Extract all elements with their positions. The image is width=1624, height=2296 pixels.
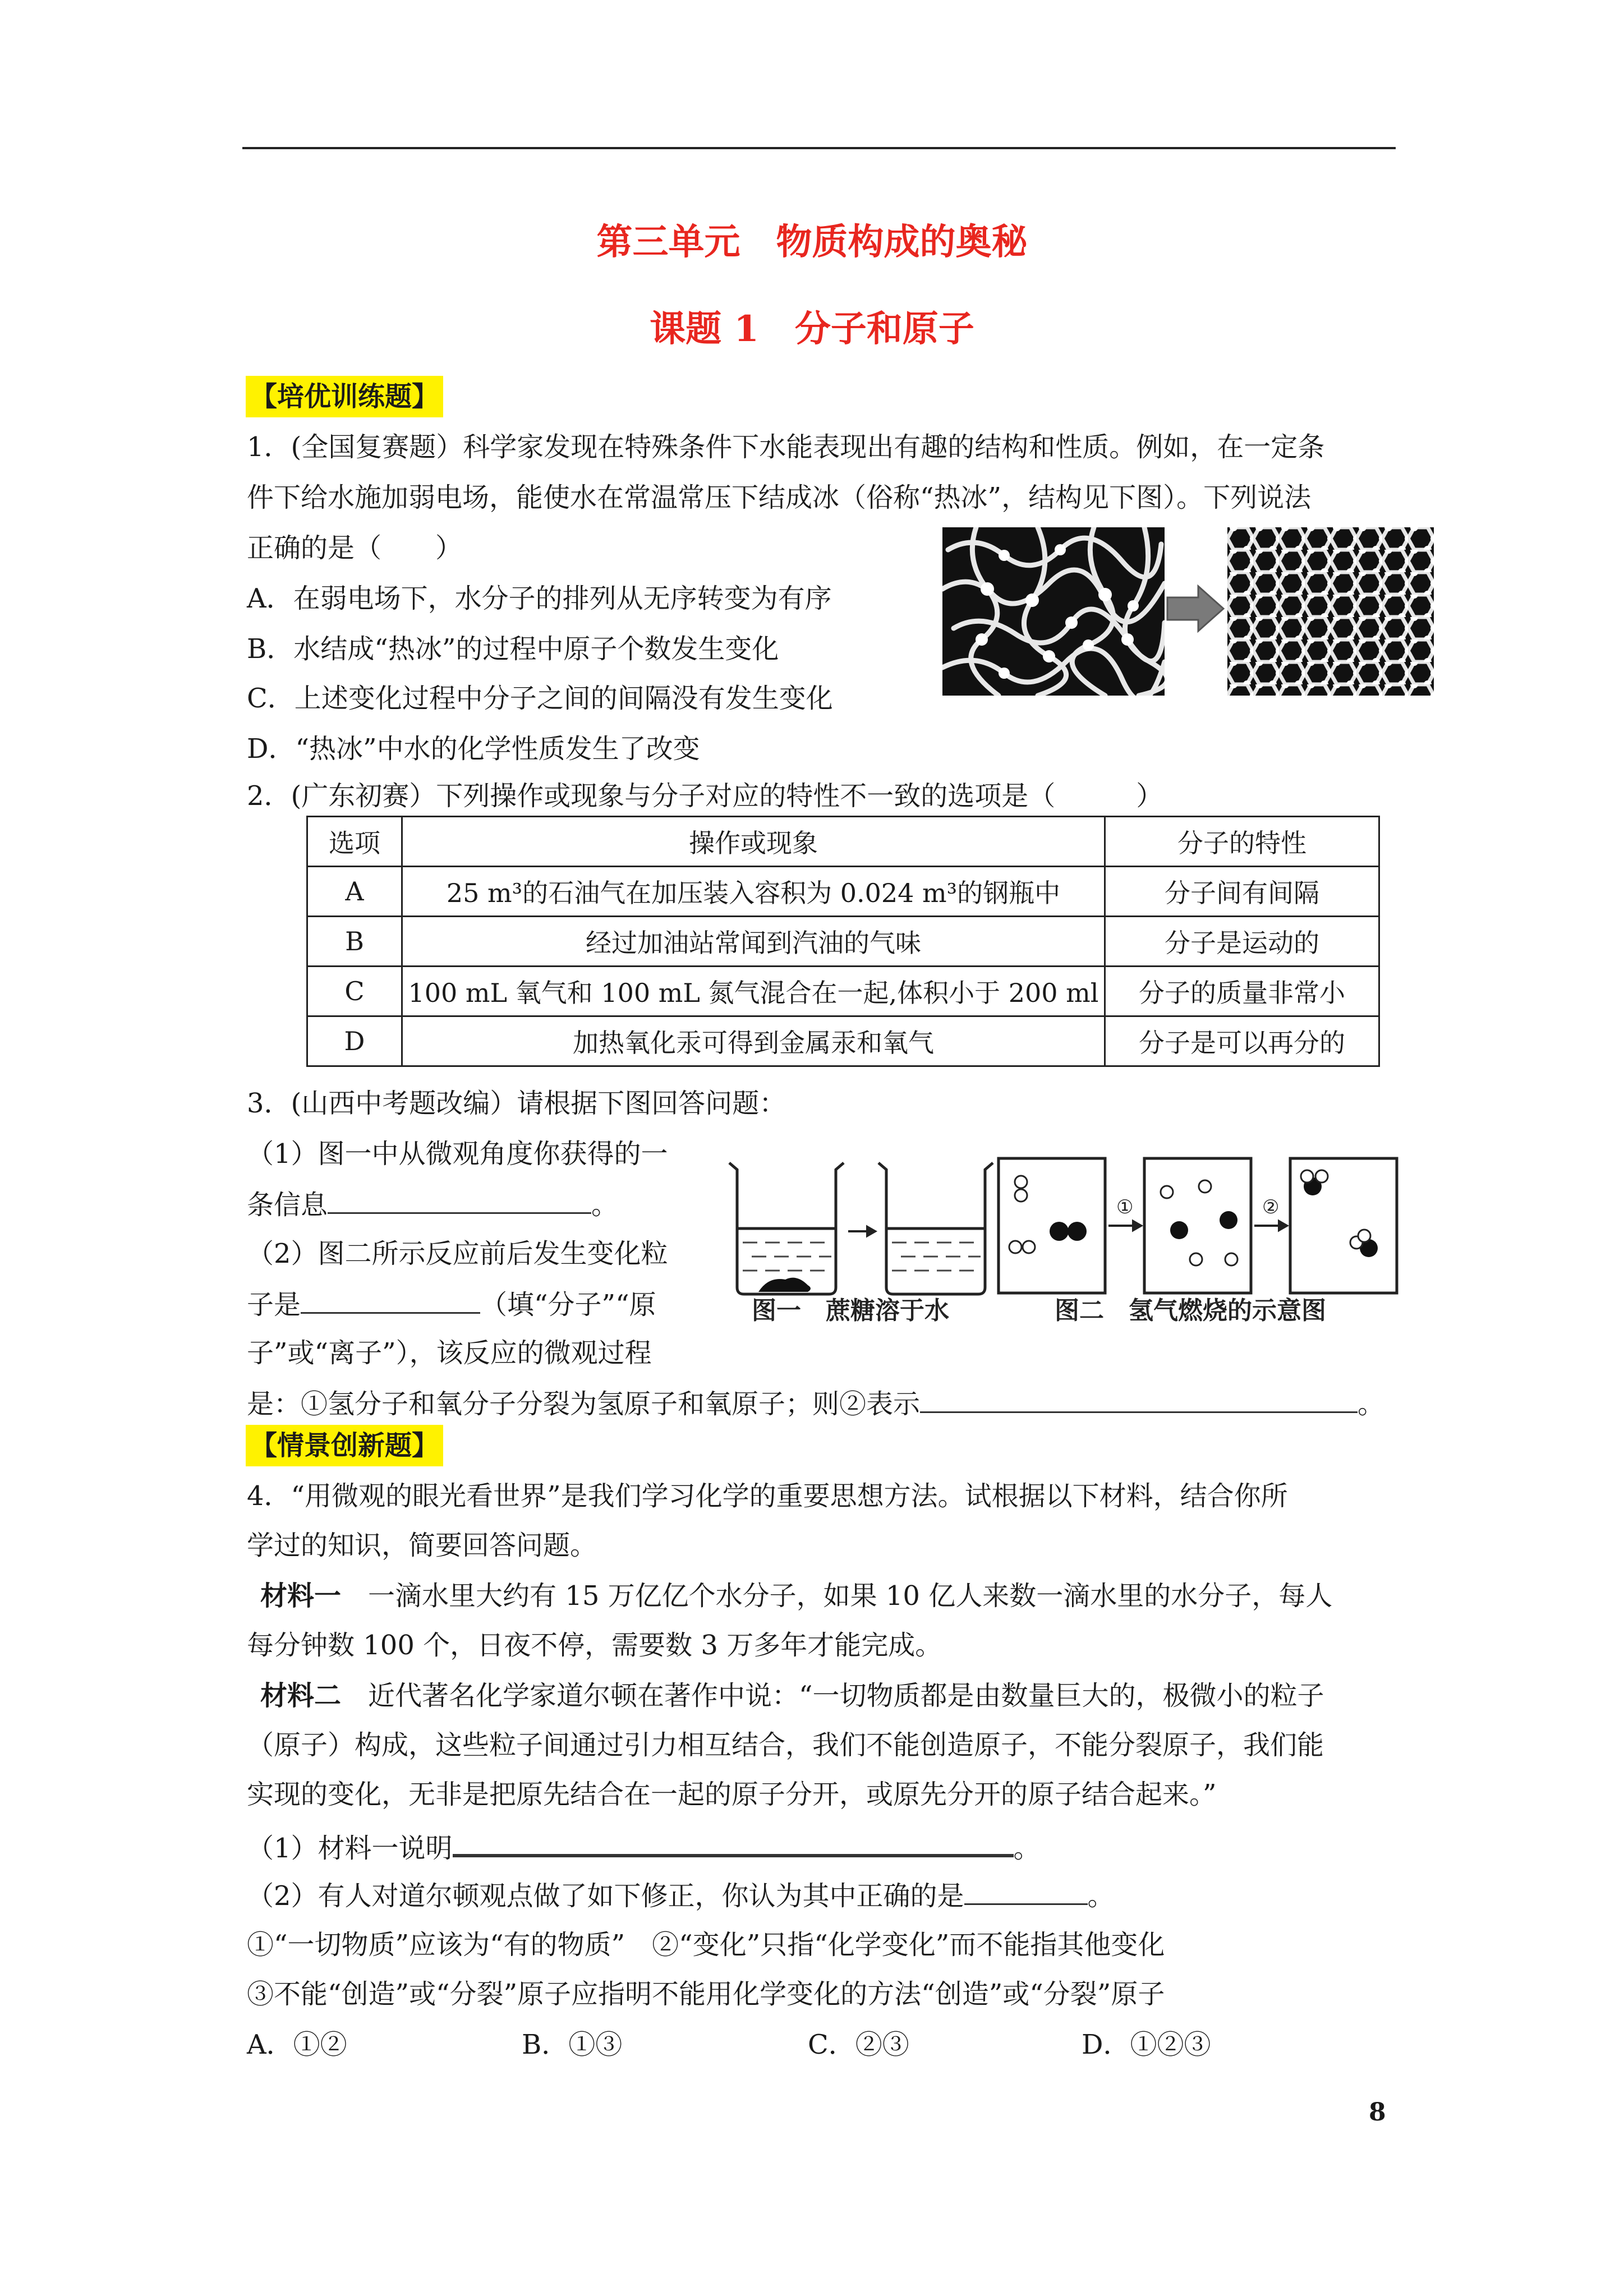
cell-operation: 经过加油站常闻到汽油的气味 xyxy=(402,917,1105,967)
cell-property: 分子间有间隔 xyxy=(1105,867,1379,917)
ordered-hot-ice-image xyxy=(1227,527,1434,696)
q3-stem: 3．(山西中考题改编）请根据下图回答问题： xyxy=(247,1088,786,1119)
table-row xyxy=(307,1016,1379,1066)
arrow-right-icon xyxy=(848,1227,875,1236)
q2-table xyxy=(306,816,1380,1067)
transition-arrow-icon xyxy=(1165,583,1226,634)
q4-statements-1-2: ①“一切物质”应该为“有的物质” ②“变化”只指“化学变化”而不能指其他变化 xyxy=(247,1929,1165,1961)
cell-option: C xyxy=(307,967,402,1016)
header-rule xyxy=(242,147,1396,149)
q1-option-a: A．在弱电场下，水分子的排列从无序转变为有序 xyxy=(247,583,832,614)
q3-answer-blank-2[interactable] xyxy=(301,1285,480,1314)
q4-material-2-line-1: 材料二 近代著名化学家道尔顿在著作中说：“一切物质都是由数量巨大的，极微小的粒子 xyxy=(260,1680,1324,1711)
q2-stem: 2．(广东初赛）下列操作或现象与分子对应的特性不一致的选项是（ ） xyxy=(247,780,1163,812)
oxygen-molecule-icon xyxy=(1050,1222,1087,1241)
cell-property: 分子是运动的 xyxy=(1105,917,1379,967)
q4-option-c: C．②③ xyxy=(808,2029,909,2060)
section-innovation-tag: 【情景创新题】 xyxy=(246,1425,443,1466)
q4-option-d: D．①②③ xyxy=(1082,2029,1211,2060)
step-1-arrow-icon xyxy=(1108,1221,1141,1230)
cell-property: 分子是可以再分的 xyxy=(1105,1016,1379,1066)
figure-1-caption: 图一 蔗糖溶于水 xyxy=(752,1296,949,1325)
unit-title: 第三单元 物质构成的奥秘 xyxy=(596,221,1028,263)
q4-answer-blank-2[interactable] xyxy=(964,1876,1088,1905)
q3-part2-line-4: 是：①氢分子和氧分子分裂为氢原子和氧原子；则②表示 。 xyxy=(247,1384,1384,1422)
section-training-tag: 【培优训练题】 xyxy=(246,376,443,417)
cell-operation: 加热氧化汞可得到金属汞和氧气 xyxy=(402,1016,1105,1066)
q4-sub-1: （1）材料一说明 。 xyxy=(247,1827,1041,1866)
q1-line-2: 件下给水施加弱电场，能使水在常温常压下结成冰（俗称“热冰”，结构见下图）。下列说法 xyxy=(247,482,1312,513)
q3-answer-blank-1[interactable] xyxy=(328,1185,591,1214)
material-1-label: 材料一 xyxy=(260,1580,342,1612)
q1-line-3: 正确的是（ ） xyxy=(247,532,463,564)
hydrogen-molecule-icon xyxy=(1009,1176,1035,1253)
step-2-label: ② xyxy=(1262,1196,1280,1218)
q4-material-2-line-2: （原子）构成，这些粒子间通过引力相互结合，我们不能创造原子，不能分裂原子，我们能 xyxy=(247,1729,1324,1761)
material-2-label: 材料二 xyxy=(260,1680,342,1711)
q1-option-b: B．水结成“热冰”的过程中原子个数发生变化 xyxy=(247,633,779,665)
q4-statement-3: ③不能“创造”或“分裂”原子应指明不能用化学变化的方法“创造”或“分裂”原子 xyxy=(247,1978,1165,2010)
q4-sub-2: （2）有人对道尔顿观点做了如下修正，你认为其中正确的是 。 xyxy=(247,1876,1115,1914)
cell-option: B xyxy=(307,917,402,967)
q4-material-1-line-2: 每分钟数 100 个，日夜不停，需要数 3 万多年才能完成。 xyxy=(247,1630,942,1661)
lesson-title: 课题 1 分子和原子 xyxy=(650,308,974,350)
table-row xyxy=(307,817,1379,867)
table-row xyxy=(307,917,1379,967)
q1-line-1: 1．(全国复赛题）科学家发现在特殊条件下水能表现出有趣的结构和性质。例如，在一定条 xyxy=(247,431,1325,463)
q4-line-2: 学过的知识，简要回答问题。 xyxy=(247,1530,597,1561)
q3-part2-line-3: 子”或“离子”），该反应的微观过程 xyxy=(247,1337,652,1369)
table-row xyxy=(307,967,1379,1016)
header-property: 分子的特性 xyxy=(1105,817,1379,867)
q3-part1-line-2: 条信息 。 xyxy=(247,1185,618,1223)
step-2-arrow-icon xyxy=(1254,1221,1287,1230)
cell-operation: 100 mL 氧气和 100 mL 氮气混合在一起,体积小于 200 ml xyxy=(402,967,1105,1016)
cell-option: D xyxy=(307,1016,402,1066)
table-row xyxy=(307,867,1379,917)
beaker-before-icon xyxy=(729,1163,844,1294)
cell-property: 分子的质量非常小 xyxy=(1105,967,1379,1016)
q3-answer-blank-3[interactable] xyxy=(920,1384,1358,1413)
figure-2-caption: 图二 氢气燃烧的示意图 xyxy=(1055,1296,1326,1325)
separated-atoms-icon xyxy=(1161,1180,1237,1266)
page-number: 8 xyxy=(1369,2098,1386,2127)
q1-option-c: C．上述变化过程中分子之间的间隔没有发生变化 xyxy=(247,683,833,714)
header-operation: 操作或现象 xyxy=(402,817,1105,867)
header-option: 选项 xyxy=(307,817,402,867)
q3-part2-line-2: 子是 （填“分子”“原 xyxy=(247,1285,656,1323)
cell-operation: 25 m³的石油气在加压装入容积为 0.024 m³的钢瓶中 xyxy=(402,867,1105,917)
q4-material-1-line-1: 材料一 一滴水里大约有 15 万亿亿个水分子，如果 10 亿人来数一滴水里的水分子，每人 xyxy=(260,1580,1333,1612)
q4-option-b: B．①③ xyxy=(522,2029,623,2060)
q4-line-1: 4．“用微观的眼光看世界”是我们学习化学的重要思想方法。试根据以下材料，结合你所 xyxy=(247,1480,1288,1512)
cell-option: A xyxy=(307,867,402,917)
q1-option-d: D．“热冰”中水的化学性质发生了改变 xyxy=(247,733,700,765)
q3-part2-line-1: （2）图二所示反应前后发生变化粒 xyxy=(247,1238,668,1269)
q4-material-2-line-3: 实现的变化，无非是把原先结合在一起的原子分开，或原先分开的原子结合起来。” xyxy=(247,1779,1217,1810)
disordered-water-image xyxy=(942,527,1165,696)
step-1-label: ① xyxy=(1116,1196,1134,1218)
beaker-after-icon xyxy=(878,1163,993,1294)
q3-part1-line-1: （1）图一中从微观角度你获得的一 xyxy=(247,1138,668,1170)
water-molecule-icon xyxy=(1301,1170,1378,1257)
q4-answer-blank-1[interactable] xyxy=(453,1827,1014,1857)
q4-option-a: A．①② xyxy=(247,2029,347,2060)
